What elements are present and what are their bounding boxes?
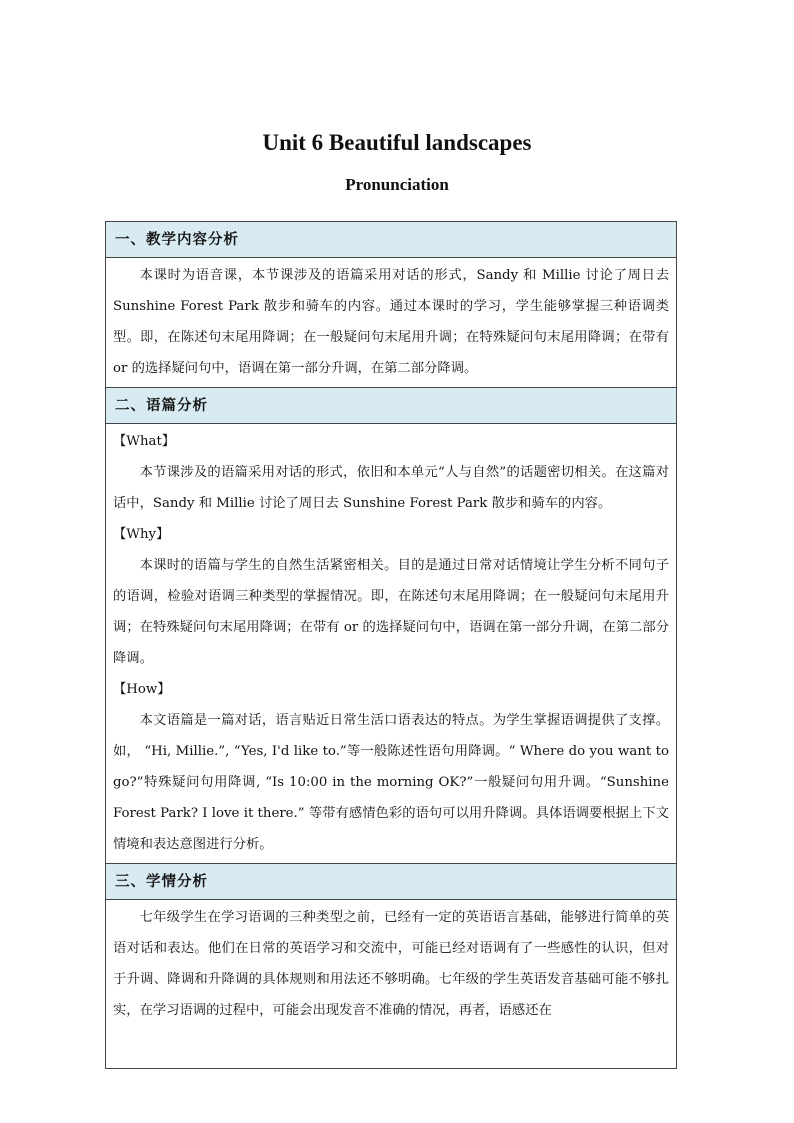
lesson-plan-table (105, 221, 677, 1069)
section-body-text-analysis (106, 424, 676, 864)
section-heading-learner-analysis: 三、学情分析 (106, 864, 676, 900)
section-body-learner-analysis (106, 900, 676, 1068)
section-heading-text-analysis: 二、语篇分析 (106, 388, 676, 424)
document-subtitle: Pronunciation (345, 175, 449, 194)
document-title: Unit 6 Beautiful landscapes (262, 130, 532, 155)
how-paragraph: 本文语篇是一篇对话，语言贴近日常生活口语表达的特点。为学生掌握语调提供了支撑。如， “Hi, Millie.”, “Yes, I'd like to.”等一般陈述性语句用降调。“ Where do you want to go?”特殊疑问句用降调, “Is 10:00 in the morning OK?”一般疑问句用升调。“Sunshine Forest Park? I love it there.” 等带有感情色彩的语句可以用升降调。具体语调要根据上下文情境和表达意图进行分析。 (113, 713, 669, 852)
what-paragraph: 本节课涉及的语篇采用对话的形式，依旧和本单元“人与自然”的话题密切相关。在这篇对话中，Sandy 和 Millie 讨论了周日去 Sunshine Forest Park 散步和骑车的内容。 (113, 465, 669, 511)
what-label: 【What】 (113, 434, 176, 449)
why-paragraph: 本课时的语篇与学生的自然生活紧密相关。目的是通过日常对话情境让学生分析不同句子的语调，检验对语调三种类型的掌握情况。即，在陈述句末尾用降调；在一般疑问句末尾用升调；在特殊疑问句末尾用降调；在带有 or 的选择疑问句中，语调在第一部分升调，在第二部分降调。 (113, 558, 669, 666)
paragraph: 本课时为语音课，本节课涉及的语篇采用对话的形式，Sandy 和 Millie 讨论了周日去 Sunshine Forest Park 散步和骑车的内容。通过本课时的学习，学生能够掌握三种语调类型。即，在陈述句末尾用降调；在一般疑问句末尾用升调；在特殊疑问句末尾用降调；在带有 or 的选择疑问句中，语调在第一部分升调，在第二部分降调。 (113, 268, 669, 376)
how-label: 【How】 (113, 682, 171, 697)
section-body-content-analysis (106, 258, 676, 388)
paragraph: 七年级学生在学习语调的三种类型之前，已经有一定的英语语言基础，能够进行简单的英语对话和表达。他们在日常的英语学习和交流中，可能已经对语调有了一些感性的认识，但对于升调、降调和升降调的具体规则和用法还不够明确。七年级的学生英语发音基础可能不够扎实，在学习语调的过程中，可能会出现发音不准确的情况，再者，语感还在 (113, 910, 669, 1018)
why-label: 【Why】 (113, 527, 170, 542)
section-heading-content-analysis: 一、教学内容分析 (106, 222, 676, 258)
